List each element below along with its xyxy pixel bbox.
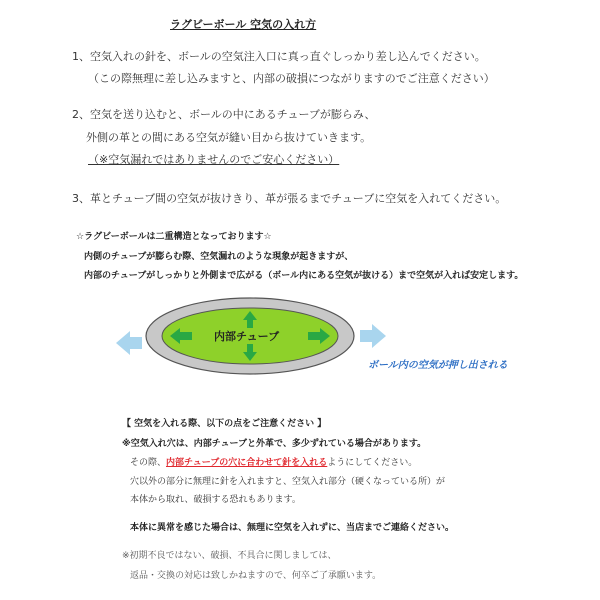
step-1-caution: （この際無理に差し込みますと、内部の破損につながりますのでご注意ください） (88, 72, 495, 85)
step-3-text: 3、革とチューブ間の空気が抜けきり、革が張るまでチューブに空気を入れてください。 (72, 192, 507, 205)
step-2-text: 2、空気を送り込むと、ボールの中にあるチューブが膨らみ、 (72, 108, 376, 121)
step-1-text: 1、空気入れの針を、ボールの空気注入口に真っ直ぐしっかり差し込んでください。 (72, 50, 486, 63)
inner-tube-label: 内部チューブ (214, 330, 280, 343)
step-2-text-cont: 外側の革との間にある空気が縫い目から抜けていきます。 (86, 131, 372, 144)
contact-notice: 本体に異常を感じた場合は、無理に空気を入れずに、当店までご連絡ください。 (130, 523, 455, 533)
needle-alignment-warning: 内部チューブの穴に合わせて針を入れる (166, 458, 328, 468)
page-title: ラグビーボール 空気の入れ方 (170, 18, 317, 31)
caution-line-suffix: ようにしてください。 (327, 458, 418, 468)
caution-heading: 【 空気を入れる際、以下の点をご注意ください 】 (122, 419, 327, 429)
caution-line: ※空気入れ穴は、内部チューブと外革で、多少ずれている場合があります。 (122, 439, 427, 449)
footer-note: ※初期不良ではない、破損、不具合に関しましては、 (122, 551, 337, 561)
caution-line-highlight (130, 455, 417, 468)
structure-note-line: 内側のチューブが膨らむ際、空気漏れのような現象が起きますが、 (84, 252, 354, 262)
caution-line-prefix: その際、 (130, 458, 167, 468)
structure-note-line: 内部のチューブがしっかりと外側まで広がる（ボール内にある空気が抜ける）まで空気が入れば安定します。 (84, 271, 524, 281)
caution-line: 本体から取れ、破損する恐れもあります。 (130, 495, 301, 505)
air-out-left-arrow-icon (116, 331, 142, 355)
structure-note-heading: ☆ラグビーボールは二重構造となっております☆ (76, 232, 272, 242)
air-pushed-out-label: ボール内の空気が押し出される (368, 360, 508, 371)
air-out-right-arrow-icon (360, 324, 386, 348)
footer-note: 返品・交換の対応は致しかねますので、何卒ご了承願います。 (130, 571, 382, 581)
caution-line: 穴以外の部分に無理に針を入れますと、空気入れ部分（硬くなっている所）が (130, 477, 446, 487)
step-2-reassurance: （※空気漏れではありませんのでご安心ください） (88, 153, 340, 166)
